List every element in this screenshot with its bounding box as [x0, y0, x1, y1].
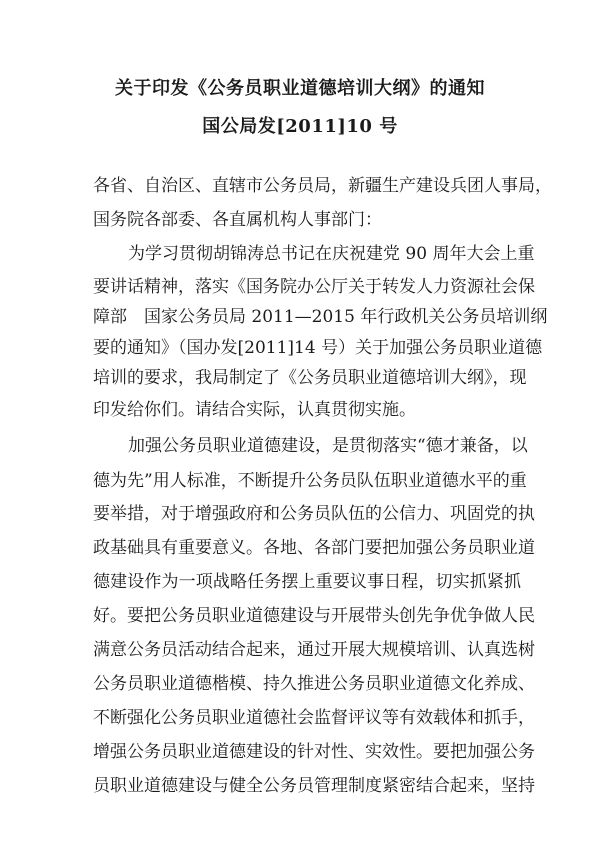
paragraph-2-line-1: 加强公务员职业道德建设，是贯彻落实“德才兼备，以: [128, 436, 528, 456]
document-number: 国公局发[2011]10 号: [202, 116, 398, 137]
paragraph-2-line-11: 员职业道德建设与健全公务员管理制度紧密结合起来，坚持: [93, 776, 535, 796]
paragraph-2-line-2: 德为先”用人标准，不断提升公务员队伍职业道德水平的重: [93, 471, 527, 491]
paragraph-1-line-4: 要的通知》（国办发[2011]14 号）关于加强公务员职业道德: [93, 338, 543, 358]
recipients-line-2: 国务院各部委、各直属机构人事部门：: [93, 210, 382, 230]
recipients-line-1: 各省、自治区、直辖市公务员局，新疆生产建设兵团人事局，: [93, 176, 552, 196]
paragraph-2-line-4: 政基础具有重要意义。各地、各部门要把加强公务员职业道: [93, 538, 535, 558]
paragraph-2-line-5: 德建设作为一项战略任务摆上重要议事日程，切实抓紧抓: [93, 572, 521, 592]
paragraph-2-line-9: 不断强化公务员职业道德社会监督评议等有效载体和抓手，: [93, 708, 535, 728]
paragraph-2-line-8: 公务员职业道德楷模、持久推进公务员职业道德文化养成、: [93, 674, 535, 694]
paragraph-1-line-1: 为学习贯彻胡锦涛总书记在庆祝建党 90 周年大会上重: [128, 244, 535, 264]
document-title: 关于印发《公务员职业道德培训大纲》的通知: [115, 78, 485, 99]
paragraph-1-line-5: 培训的要求，我局制定了《公务员职业道德培训大纲》，现: [93, 368, 527, 388]
paragraph-2-line-7: 满意公务员活动结合起来，通过开展大规模培训、认真选树: [93, 640, 535, 660]
paragraph-1-line-2: 要讲话精神，落实《国务院办公厅关于转发人力资源社会保: [93, 277, 535, 297]
paragraph-2-line-10: 增强公务员职业道德建设的针对性、实效性。要把加强公务: [93, 742, 535, 762]
paragraph-2-line-3: 要举措，对于增强政府和公务员队伍的公信力、巩固党的执: [93, 504, 535, 524]
paragraph-1-line-3: 障部 国家公务员局 2011—2015 年行政机关公务员培训纲: [93, 307, 548, 327]
paragraph-2-line-6: 好。要把公务员职业道德建设与开展带头创先争优争做人民: [93, 606, 535, 626]
paragraph-1-line-6: 印发给你们。请结合实际，认真贯彻实施。: [93, 400, 416, 420]
